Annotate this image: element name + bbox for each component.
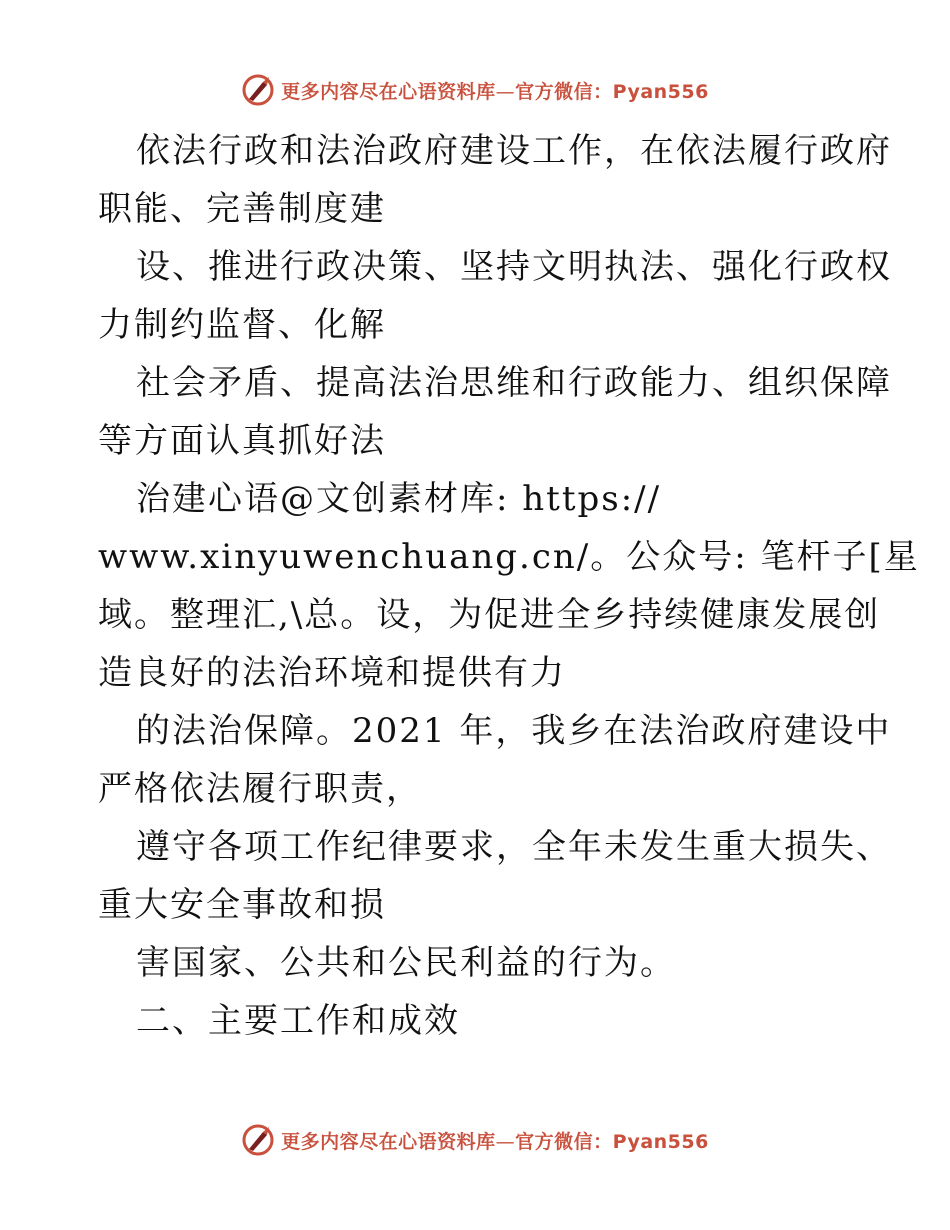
- body-line: 等方面认真抓好法: [98, 421, 386, 461]
- quill-logo-icon: [241, 1123, 275, 1157]
- header-banner-wechat-id: Pyan556: [612, 80, 709, 103]
- document-body: [98, 122, 920, 1050]
- footer-banner: [0, 1120, 950, 1160]
- quill-logo-icon: [241, 73, 275, 107]
- header-banner-text: [281, 77, 709, 104]
- body-line: 职能、完善制度建: [98, 189, 386, 229]
- body-line: 造良好的法治环境和提供有力: [98, 653, 566, 693]
- body-line: 重大安全事故和损: [98, 885, 386, 925]
- body-line: 依法行政和法治政府建设工作，在依法履行政府: [136, 131, 892, 171]
- body-line: 社会矛盾、提高法治思维和行政能力、组织保障: [136, 363, 892, 403]
- body-line: 力制约监督、化解: [98, 305, 386, 345]
- footer-banner-title: 更多内容尽在心语资料库: [281, 1130, 496, 1153]
- header-banner-wechat-label: 官方微信：: [515, 80, 613, 103]
- header-banner-title: 更多内容尽在心语资料库: [281, 80, 496, 103]
- footer-banner-wechat-label: 官方微信：: [515, 1130, 613, 1153]
- header-banner: [0, 70, 950, 110]
- section-heading: 二、主要工作和成效: [136, 1001, 460, 1041]
- body-line: 设、推进行政决策、坚持文明执法、强化行政权: [136, 247, 892, 287]
- footer-banner-text: [281, 1127, 709, 1154]
- body-line: 域。整理汇,\总。设，为促进全乡持续健康发展创: [98, 595, 881, 635]
- body-line: 的法治保障。2021 年，我乡在法治政府建设中: [136, 711, 892, 751]
- body-line: 严格依法履行职责，: [98, 769, 422, 809]
- footer-banner-wechat-id: Pyan556: [612, 1130, 709, 1153]
- footer-banner-separator: —: [495, 1130, 516, 1153]
- body-line: www.xinyuwenchuang.cn/。公众号: 笔杆子[星: [98, 537, 920, 577]
- body-line: 遵守各项工作纪律要求，全年未发生重大损失、: [136, 827, 892, 867]
- body-line: 害国家、公共和公民利益的行为。: [136, 943, 676, 983]
- header-banner-separator: —: [495, 80, 516, 103]
- body-line: 治建心语@文创素材库: https://: [136, 479, 662, 519]
